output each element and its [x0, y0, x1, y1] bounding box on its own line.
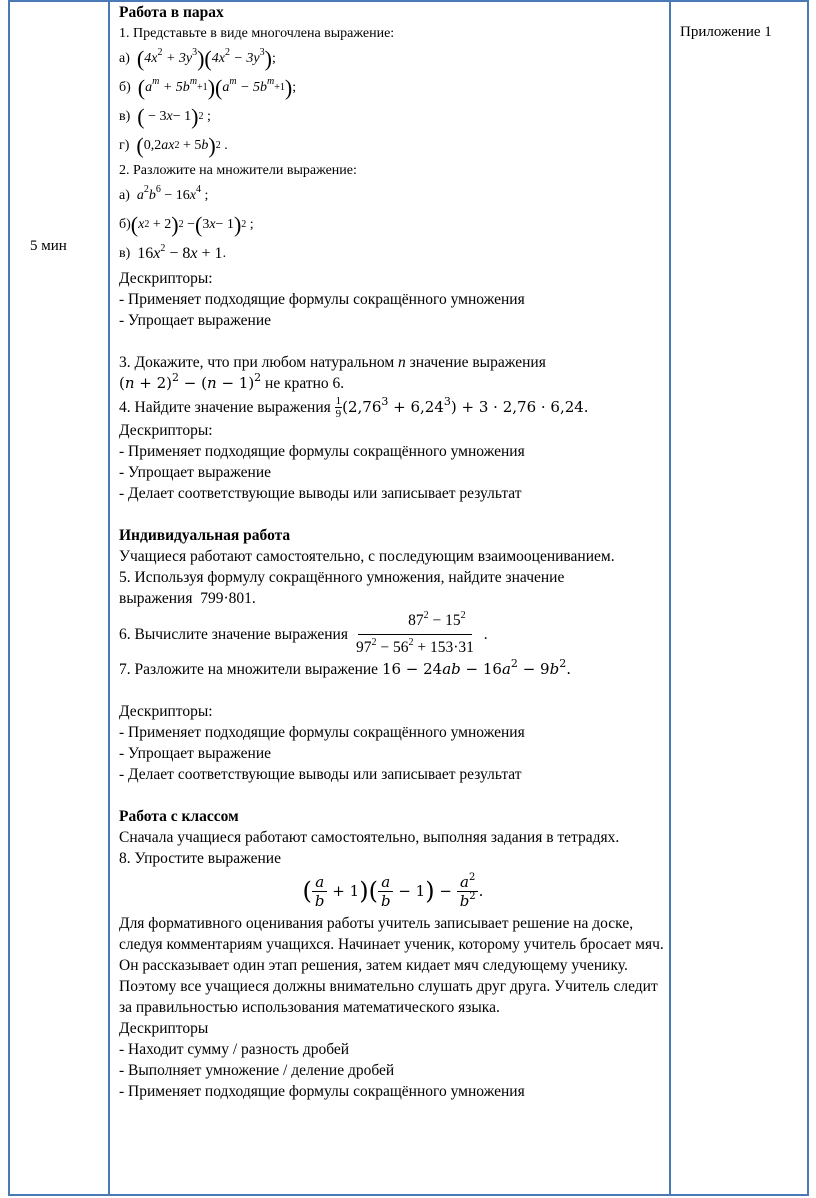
task6-fraction: $\frac{87^2 - 15^2}{97^2 - 56^2 + 153\cdot 31}$ [355, 609, 474, 656]
task7: 7. Разложите на множители выражение $16 - 24ab - 16a^2 - 9b^2$. [119, 657, 571, 678]
task8: 8. Упростите выражение [119, 850, 281, 867]
task3-line2: $(n + 2)^2 - (n - 1)^2$ не кратно 6. [119, 371, 345, 392]
descriptor-item: - Делает соответствующие выводы или записывает результат [119, 485, 522, 502]
task1-item-g: г) ( 0,2 ax 2 + 5 b ) 2 . [119, 133, 228, 158]
descriptor-item: - Выполняет умножение / деление дробей [119, 1062, 395, 1079]
task2-item-b: б) ( x 2 + 2 ) 2 − ( 3 x − 1 ) 2 ; [119, 212, 254, 237]
descriptors-title: Дескрипторы [119, 1020, 209, 1037]
task8-expression: ( $\frac{a}{b}$ + 1 ) ( $\frac{a}{b}$ − 1 ) − $\frac{a^2}{b^2}$ . [302, 871, 484, 910]
descriptor-item: - Применяет подходящие формулы сокращённого умножения [119, 291, 525, 308]
task1-item-v: в) ( − 3 x − 1 ) 2 ; [119, 104, 211, 129]
descriptors-title: Дескрипторы: [119, 422, 213, 439]
classwork-intro: Сначала учащиеся работают самостоятельно, выполняя задания в тетрадях. [119, 829, 620, 846]
individual-heading: Индивидуальная работа [119, 527, 291, 544]
descriptor-item: - Применяет подходящие формулы сокращённого умножения [119, 1083, 525, 1100]
descriptor-item: - Делает соответствующие выводы или записывает результат [119, 766, 522, 783]
task6: 6. Вычислите значение выражения $\frac{87^2 - 15^2}{97^2 - 56^2 + 153\cdot 31}$ . [119, 609, 667, 659]
fraction-one-ninth: $\frac{1}{9}$ [335, 394, 342, 420]
appendix-cell: Приложение 1 [680, 24, 772, 40]
task3-line1: 3. Докажите, что при любом натуральном n значение выражения [119, 354, 546, 371]
classwork-heading: Работа с классом [119, 808, 239, 825]
task2-item-a: а) $a^2b^6$ − 16 $x^4$ ; [119, 184, 209, 203]
descriptor-item: - Упрощает выражение [119, 745, 272, 762]
individual-intro: Учащиеся работают самостоятельно, с последующим взаимооцениванием. [119, 548, 615, 565]
descriptor-item: - Применяет подходящие формулы сокращённого умножения [119, 443, 525, 460]
column-divider-left [108, 0, 110, 1196]
task1-item-a: а) ( $4x^2 + 3y^3$ )( $4x^2 - 3y^3$ ) ; [119, 46, 276, 71]
descriptor-item: - Применяет подходящие формулы сокращённого умножения [119, 724, 525, 741]
task2-item-v: в) $16x^2 - 8x + 1$ . [119, 243, 227, 262]
task4: 4. Найдите значение выражения $\frac{1}{9}$ $(2,76^3 + 6,24^3) + 3 \cdot 2,76 \cdot 6,24$. [119, 394, 589, 420]
classwork-paragraph: Для формативного оценивания работы учитель записывает решение на доске, следуя комментариям учащихся. Начинает ученик, которому учитель бросает мяч. Он рассказывает один этап решения, затем кидает мяч следующему ученику. Поэтому все учащиеся должны внимательно слушать друг друга. Учитель следит за правильностью использования математического языка. [119, 915, 664, 1016]
descriptors-title: Дескрипторы: [119, 703, 213, 720]
task1-item-b: б) ( $a^m + 5b^m$ +1 )( $a^m - 5b^m$ +1 ) ; [119, 75, 297, 100]
column-divider-right [669, 0, 671, 1196]
task5: 5. Используя формулу сокращённого умножения, найдите значение выражения 799·801. [119, 569, 565, 607]
task2-text: 2. Разложите на множители выражение: [119, 163, 357, 178]
descriptor-item: - Упрощает выражение [119, 464, 272, 481]
pairs-heading: Работа в парах [119, 4, 224, 21]
time-cell: 5 мин [30, 238, 67, 254]
content-cell [119, 2, 667, 1102]
descriptor-item: - Упрощает выражение [119, 312, 272, 329]
descriptor-item: - Находит сумму / разность дробей [119, 1041, 350, 1058]
task1-text: 1. Представьте в виде многочлена выражение: [119, 26, 395, 41]
descriptors-title: Дескрипторы: [119, 270, 213, 287]
